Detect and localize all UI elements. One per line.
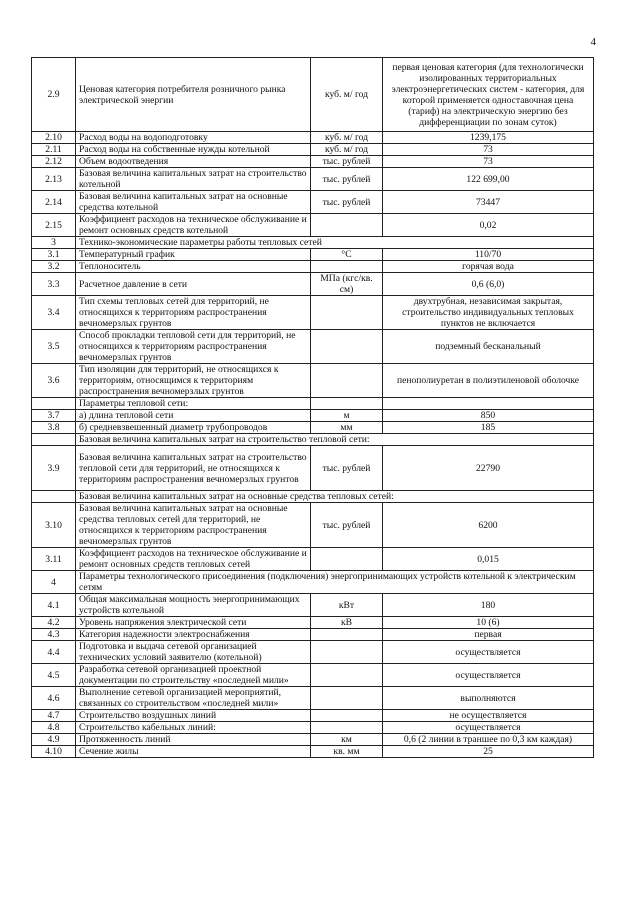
parameter-value: 850 [383,410,594,422]
parameter-value: 122 699,00 [383,168,594,191]
parameter-name: Коэффициент расходов на техническое обслуживание и ремонт основных средств тепловых сетей [76,548,311,571]
section-heading: Базовая величина капитальных затрат на основные средства тепловых сетей: [76,491,594,503]
parameter-value: 10 (6) [383,617,594,629]
table-row [32,156,594,168]
parameter-value: 0,02 [383,214,594,237]
row-number: 3 [32,237,76,249]
table-row [32,422,594,434]
parameters-table [31,57,594,758]
parameter-name: Базовая величина капитальных затрат на основные средства котельной [76,191,311,214]
table-row [32,722,594,734]
parameter-name: Способ прокладки тепловой сети для территорий, не относящихся к территориям распространения вечномерзлых грунтов [76,330,311,364]
parameter-name: Общая максимальная мощность энергопринимающих устройств котельной [76,594,311,617]
parameter-name: Коэффициент расходов на техническое обслуживание и ремонт основных средств котельной [76,214,311,237]
parameter-value: двухтрубная, независимая закрытая, строительство индивидуальных тепловых пунктов не включается [383,296,594,330]
row-number: 4 [32,571,76,594]
table-row [32,273,594,296]
row-number: 4.10 [32,746,76,758]
parameter-unit [311,364,383,398]
row-number: 3.3 [32,273,76,296]
table-row [32,364,594,398]
parameter-value: 0,6 (2 линии в траншее по 0,3 км каждая) [383,734,594,746]
parameter-value: выполняются [383,687,594,710]
page-number: 4 [590,36,596,48]
parameter-value: подземный бесканальный [383,330,594,364]
parameter-name: а) длина тепловой сети [76,410,311,422]
row-number: 2.10 [32,132,76,144]
parameter-value: осуществляется [383,641,594,664]
row-number [32,398,76,410]
row-number: 3.1 [32,249,76,261]
row-number: 2.15 [32,214,76,237]
parameter-unit [311,548,383,571]
section-heading: Параметры технологического присоединения (подключения) энергопринимающих устройств котельной к электрическим сетям [76,571,594,594]
table-row [32,296,594,330]
parameter-value: 73447 [383,191,594,214]
table-row [32,503,594,548]
row-number: 3.9 [32,446,76,491]
parameter-name: Объем водоотведения [76,156,311,168]
table-row [32,548,594,571]
parameter-unit: тыс. рублей [311,446,383,491]
table-row [32,249,594,261]
parameter-value: осуществляется [383,722,594,734]
table-row [32,144,594,156]
parameter-value: 1239,175 [383,132,594,144]
row-number: 3.2 [32,261,76,273]
parameter-name: Параметры тепловой сети: [76,398,311,410]
parameter-value: первая ценовая категория (для технологически изолированных территориальных электроэнергетических систем - категория, для которой применяется одноставочная цена (тариф) на электрическую энергию без дифференциации по зонам суток) [383,58,594,132]
parameter-value: не осуществляется [383,710,594,722]
row-number: 4.4 [32,641,76,664]
table-row [32,261,594,273]
parameter-unit: тыс. рублей [311,191,383,214]
parameter-value: 25 [383,746,594,758]
parameter-unit [311,214,383,237]
table-row [32,617,594,629]
table-row [32,330,594,364]
parameter-value: 180 [383,594,594,617]
parameter-unit: кВ [311,617,383,629]
section-heading: Технико-экономические параметры работы тепловых сетей [76,237,594,249]
parameter-name: Расчетное давление в сети [76,273,311,296]
table-row [32,734,594,746]
parameter-value: 73 [383,156,594,168]
parameter-name: Строительство кабельных линий: [76,722,311,734]
parameter-unit: куб. м/ год [311,58,383,132]
table-row [32,398,594,410]
table-row [32,629,594,641]
parameter-name: Температурный график [76,249,311,261]
parameter-unit: °С [311,249,383,261]
parameter-unit [311,664,383,687]
table-row [32,664,594,687]
parameter-name: Сечение жилы [76,746,311,758]
parameter-value: 73 [383,144,594,156]
parameter-value: первая [383,629,594,641]
row-number: 3.7 [32,410,76,422]
parameter-unit: тыс. рублей [311,168,383,191]
parameter-value: пенополиуретан в полиэтиленовой оболочке [383,364,594,398]
parameter-value: 6200 [383,503,594,548]
parameter-unit [311,722,383,734]
parameter-value: 22790 [383,446,594,491]
table-row [32,571,594,594]
parameter-name: Категория надежности электроснабжения [76,629,311,641]
row-number: 3.6 [32,364,76,398]
parameter-unit [311,330,383,364]
table-row [32,746,594,758]
parameter-unit [311,687,383,710]
table-row [32,58,594,132]
table-row [32,434,594,446]
parameter-value [383,398,594,410]
table-row [32,237,594,249]
parameter-name: Тип изоляции для территорий, не относящихся к территориям, относящимся к территориям распространения вечномерзлых грунтов [76,364,311,398]
parameter-name: Строительство воздушных линий [76,710,311,722]
row-number: 2.11 [32,144,76,156]
parameter-unit: кв. мм [311,746,383,758]
parameter-unit [311,261,383,273]
parameter-unit: км [311,734,383,746]
row-number [32,434,76,446]
row-number: 4.5 [32,664,76,687]
parameter-name: Уровень напряжения электрической сети [76,617,311,629]
parameter-name: Подготовка и выдача сетевой организацией технических условий заявителю (котельной) [76,641,311,664]
row-number: 2.13 [32,168,76,191]
parameter-name: Разработка сетевой организацией проектной документации по строительству «последней мили» [76,664,311,687]
parameter-unit: м [311,410,383,422]
table-row [32,641,594,664]
parameter-name: Расход воды на собственные нужды котельной [76,144,311,156]
parameter-value: 110/70 [383,249,594,261]
parameter-unit [311,641,383,664]
parameter-name: Протяженность линий [76,734,311,746]
parameter-unit [311,710,383,722]
row-number: 4.9 [32,734,76,746]
parameter-name: Базовая величина капитальных затрат на основные средства тепловых сетей для территорий, не относящихся к территориям распространения вечномерзлых грунтов [76,503,311,548]
parameter-name: Ценовая категория потребителя розничного рынка электрической энергии [76,58,311,132]
row-number: 4.7 [32,710,76,722]
row-number: 4.1 [32,594,76,617]
table-row [32,191,594,214]
row-number: 2.14 [32,191,76,214]
parameter-value: 0,6 (6,0) [383,273,594,296]
row-number: 4.3 [32,629,76,641]
parameter-name: Тип схемы тепловых сетей для территорий, не относящихся к территориям распространения вечномерзлых грунтов [76,296,311,330]
table-row [32,687,594,710]
parameter-unit: МПа (кгс/кв. см) [311,273,383,296]
parameter-value: осуществляется [383,664,594,687]
row-number: 2.12 [32,156,76,168]
parameter-name: Выполнение сетевой организацией мероприятий, связанных со строительством «последней мили» [76,687,311,710]
table-row [32,594,594,617]
row-number: 3.4 [32,296,76,330]
table-row [32,491,594,503]
parameter-name: Базовая величина капитальных затрат на строительство котельной [76,168,311,191]
table-row [32,214,594,237]
parameter-unit: куб. м/ год [311,132,383,144]
parameter-name: Расход воды на водоподготовку [76,132,311,144]
table-row [32,446,594,491]
parameter-unit: мм [311,422,383,434]
table-row [32,410,594,422]
parameter-unit [311,296,383,330]
row-number: 2.9 [32,58,76,132]
parameter-name: Базовая величина капитальных затрат на строительство тепловой сети для территорий, не относящихся к территориям распространения вечномерзлых грунтов [76,446,311,491]
row-number: 3.10 [32,503,76,548]
row-number: 4.8 [32,722,76,734]
section-heading: Базовая величина капитальных затрат на строительство тепловой сети: [76,434,594,446]
parameter-unit [311,629,383,641]
parameter-name: Теплоноситель [76,261,311,273]
parameter-name: б) средневзвешенный диаметр трубопроводов [76,422,311,434]
parameter-unit: тыс. рублей [311,156,383,168]
parameter-unit: куб. м/ год [311,144,383,156]
parameter-value: 0,015 [383,548,594,571]
row-number: 4.2 [32,617,76,629]
row-number: 3.8 [32,422,76,434]
parameter-value: 185 [383,422,594,434]
parameter-unit: кВт [311,594,383,617]
row-number [32,491,76,503]
table-row [32,132,594,144]
parameter-unit: тыс. рублей [311,503,383,548]
table-row [32,168,594,191]
row-number: 4.6 [32,687,76,710]
table-row [32,710,594,722]
row-number: 3.11 [32,548,76,571]
parameter-value: горячая вода [383,261,594,273]
row-number: 3.5 [32,330,76,364]
parameter-unit [311,398,383,410]
